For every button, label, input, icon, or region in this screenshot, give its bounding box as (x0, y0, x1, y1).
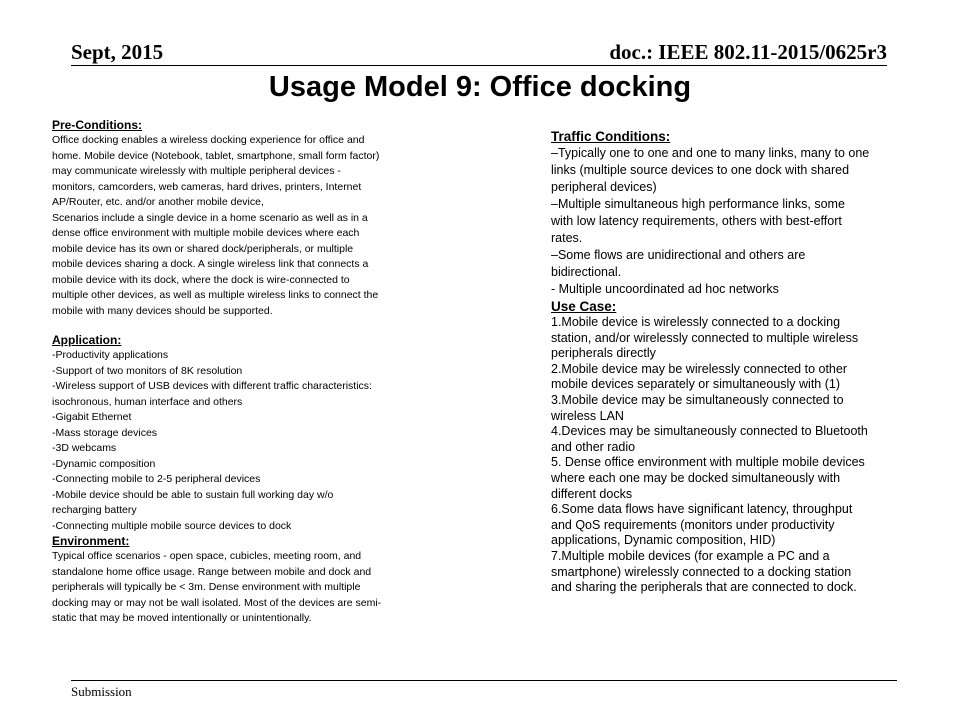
text-line: -Support of two monitors of 8K resolution (52, 364, 243, 377)
text-line: and sharing the peripherals that are connected to dock. (551, 580, 857, 595)
text-line: 7.Multiple mobile devices (for example a PC and a (551, 548, 830, 563)
text-line: docking may or may not be wall isolated. Most of the devices are semi- (52, 596, 382, 609)
text-line: -Mass storage devices (52, 426, 158, 439)
text-line: 2.Mobile device may be wirelessly connected to other (551, 361, 847, 376)
left-column (52, 118, 482, 627)
header-doc-id: doc.: IEEE 802.11-2015/0625r3 (609, 40, 887, 64)
header-divider (71, 65, 887, 66)
text-line: isochronous, human interface and others (52, 395, 243, 408)
header-date: Sept, 2015 (71, 40, 164, 64)
environment-heading: Environment: (52, 534, 130, 548)
text-line: mobile device with its dock, where the dock is wire-connected to (52, 273, 350, 286)
text-line: -Wireless support of USB devices with different traffic characteristics: (52, 380, 372, 392)
text-line: 6.Some data flows have significant latency, throughput (551, 502, 853, 517)
text-line: dense office environment with multiple mobile devices where each (52, 227, 360, 239)
text-line: mobile device has its own or shared dock/peripherals, or multiple (52, 242, 354, 255)
text-line: -Gigabit Ethernet (52, 411, 132, 423)
text-line: Office docking enables a wireless docking experience for office and (52, 134, 365, 146)
right-column (551, 128, 926, 596)
traffic-body (551, 145, 926, 298)
environment-section (52, 534, 482, 627)
text-line: –Multiple simultaneous high performance links, some (551, 197, 845, 211)
text-line: home. Mobile device (Notebook, tablet, smartphone, small form factor) (52, 149, 380, 162)
usecase-heading: Use Case: (551, 299, 617, 314)
text-line: where each one may be docked simultaneously with (551, 470, 841, 485)
text-line: AP/Router, etc. and/or another mobile device, (52, 196, 264, 208)
text-line: wireless LAN (551, 408, 624, 423)
text-line: 3.Mobile device may be simultaneously connected to (551, 392, 844, 407)
environment-body (52, 549, 482, 627)
text-line: links (multiple source devices to one dock with shared (551, 163, 850, 177)
slide-title: Usage Model 9: Office docking (268, 71, 692, 103)
text-line: peripheral devices) (551, 180, 657, 194)
text-line: 5. Dense office environment with multiple mobile devices (551, 455, 865, 470)
text-line: and QoS requirements (monitors under productivity (551, 517, 835, 532)
text-line: Typical office scenarios - open space, cubicles, meeting room, and (52, 550, 362, 562)
footer-divider (71, 680, 897, 681)
usecase-section (551, 298, 926, 596)
text-line: multiple other devices, as well as multiple wireless links to connect the (52, 289, 379, 301)
text-line: mobile devices sharing a dock. A single wireless link that connects a (52, 258, 369, 270)
text-line: static that may be moved intentionally or unintentionally. (52, 612, 312, 624)
text-line: 1.Mobile device is wirelessly connected to a docking (551, 315, 841, 329)
text-line: peripherals will typically be < 3m. Dense environment with multiple (52, 581, 361, 593)
preconditions-section (52, 118, 482, 319)
traffic-heading: Traffic Conditions: (551, 129, 671, 144)
text-line: -Productivity applications (52, 349, 169, 361)
text-line: and other radio (551, 439, 636, 454)
text-line: Scenarios include a single device in a home scenario as well as in a (52, 211, 368, 224)
text-line: with low latency requirements, others with best-effort (551, 214, 842, 228)
text-line: - Multiple uncoordinated ad hoc networks (551, 282, 779, 296)
text-line: different docks (551, 486, 633, 501)
text-line: may communicate wirelessly with multiple peripheral devices - (52, 165, 341, 177)
text-line: -3D webcams (52, 442, 117, 454)
text-line: standalone home office usage. Range between mobile and dock and (52, 565, 372, 578)
text-line: mobile with many devices should be supported. (52, 304, 273, 317)
section-gap (52, 319, 482, 333)
text-line: 4.Devices may be simultaneously connected to Bluetooth (551, 424, 868, 439)
text-line: peripherals directly (551, 346, 656, 361)
text-line: applications, Dynamic composition, HID) (551, 533, 776, 548)
text-line: recharging battery (52, 504, 137, 516)
usecase-body (551, 315, 926, 596)
traffic-section (551, 128, 926, 298)
text-line: monitors, camcorders, web cameras, hard drives, printers, Internet (52, 180, 362, 193)
application-section (52, 333, 482, 534)
text-line: smartphone) wirelessly connected to a docking station (551, 564, 852, 579)
preconditions-body (52, 133, 482, 319)
text-line: –Some flows are unidirectional and others are (551, 248, 806, 262)
text-line: station, and/or wirelessly connected to multiple wireless (551, 330, 859, 345)
text-line: mobile devices separately or simultaneously with (1) (551, 377, 841, 392)
text-line: –Typically one to one and one to many links, many to one (551, 146, 870, 160)
footer-submission: Submission (71, 684, 132, 699)
application-heading: Application: (52, 333, 122, 347)
text-line: rates. (551, 231, 583, 245)
text-line: bidirectional. (551, 265, 622, 279)
text-line: -Dynamic composition (52, 457, 156, 470)
text-line: -Connecting mobile to 2-5 peripheral devices (52, 473, 261, 485)
text-line: -Mobile device should be able to sustain full working day w/o (52, 488, 334, 501)
application-body (52, 348, 482, 534)
preconditions-heading: Pre-Conditions: (52, 118, 142, 132)
text-line: -Connecting multiple mobile source devices to dock (52, 519, 292, 532)
